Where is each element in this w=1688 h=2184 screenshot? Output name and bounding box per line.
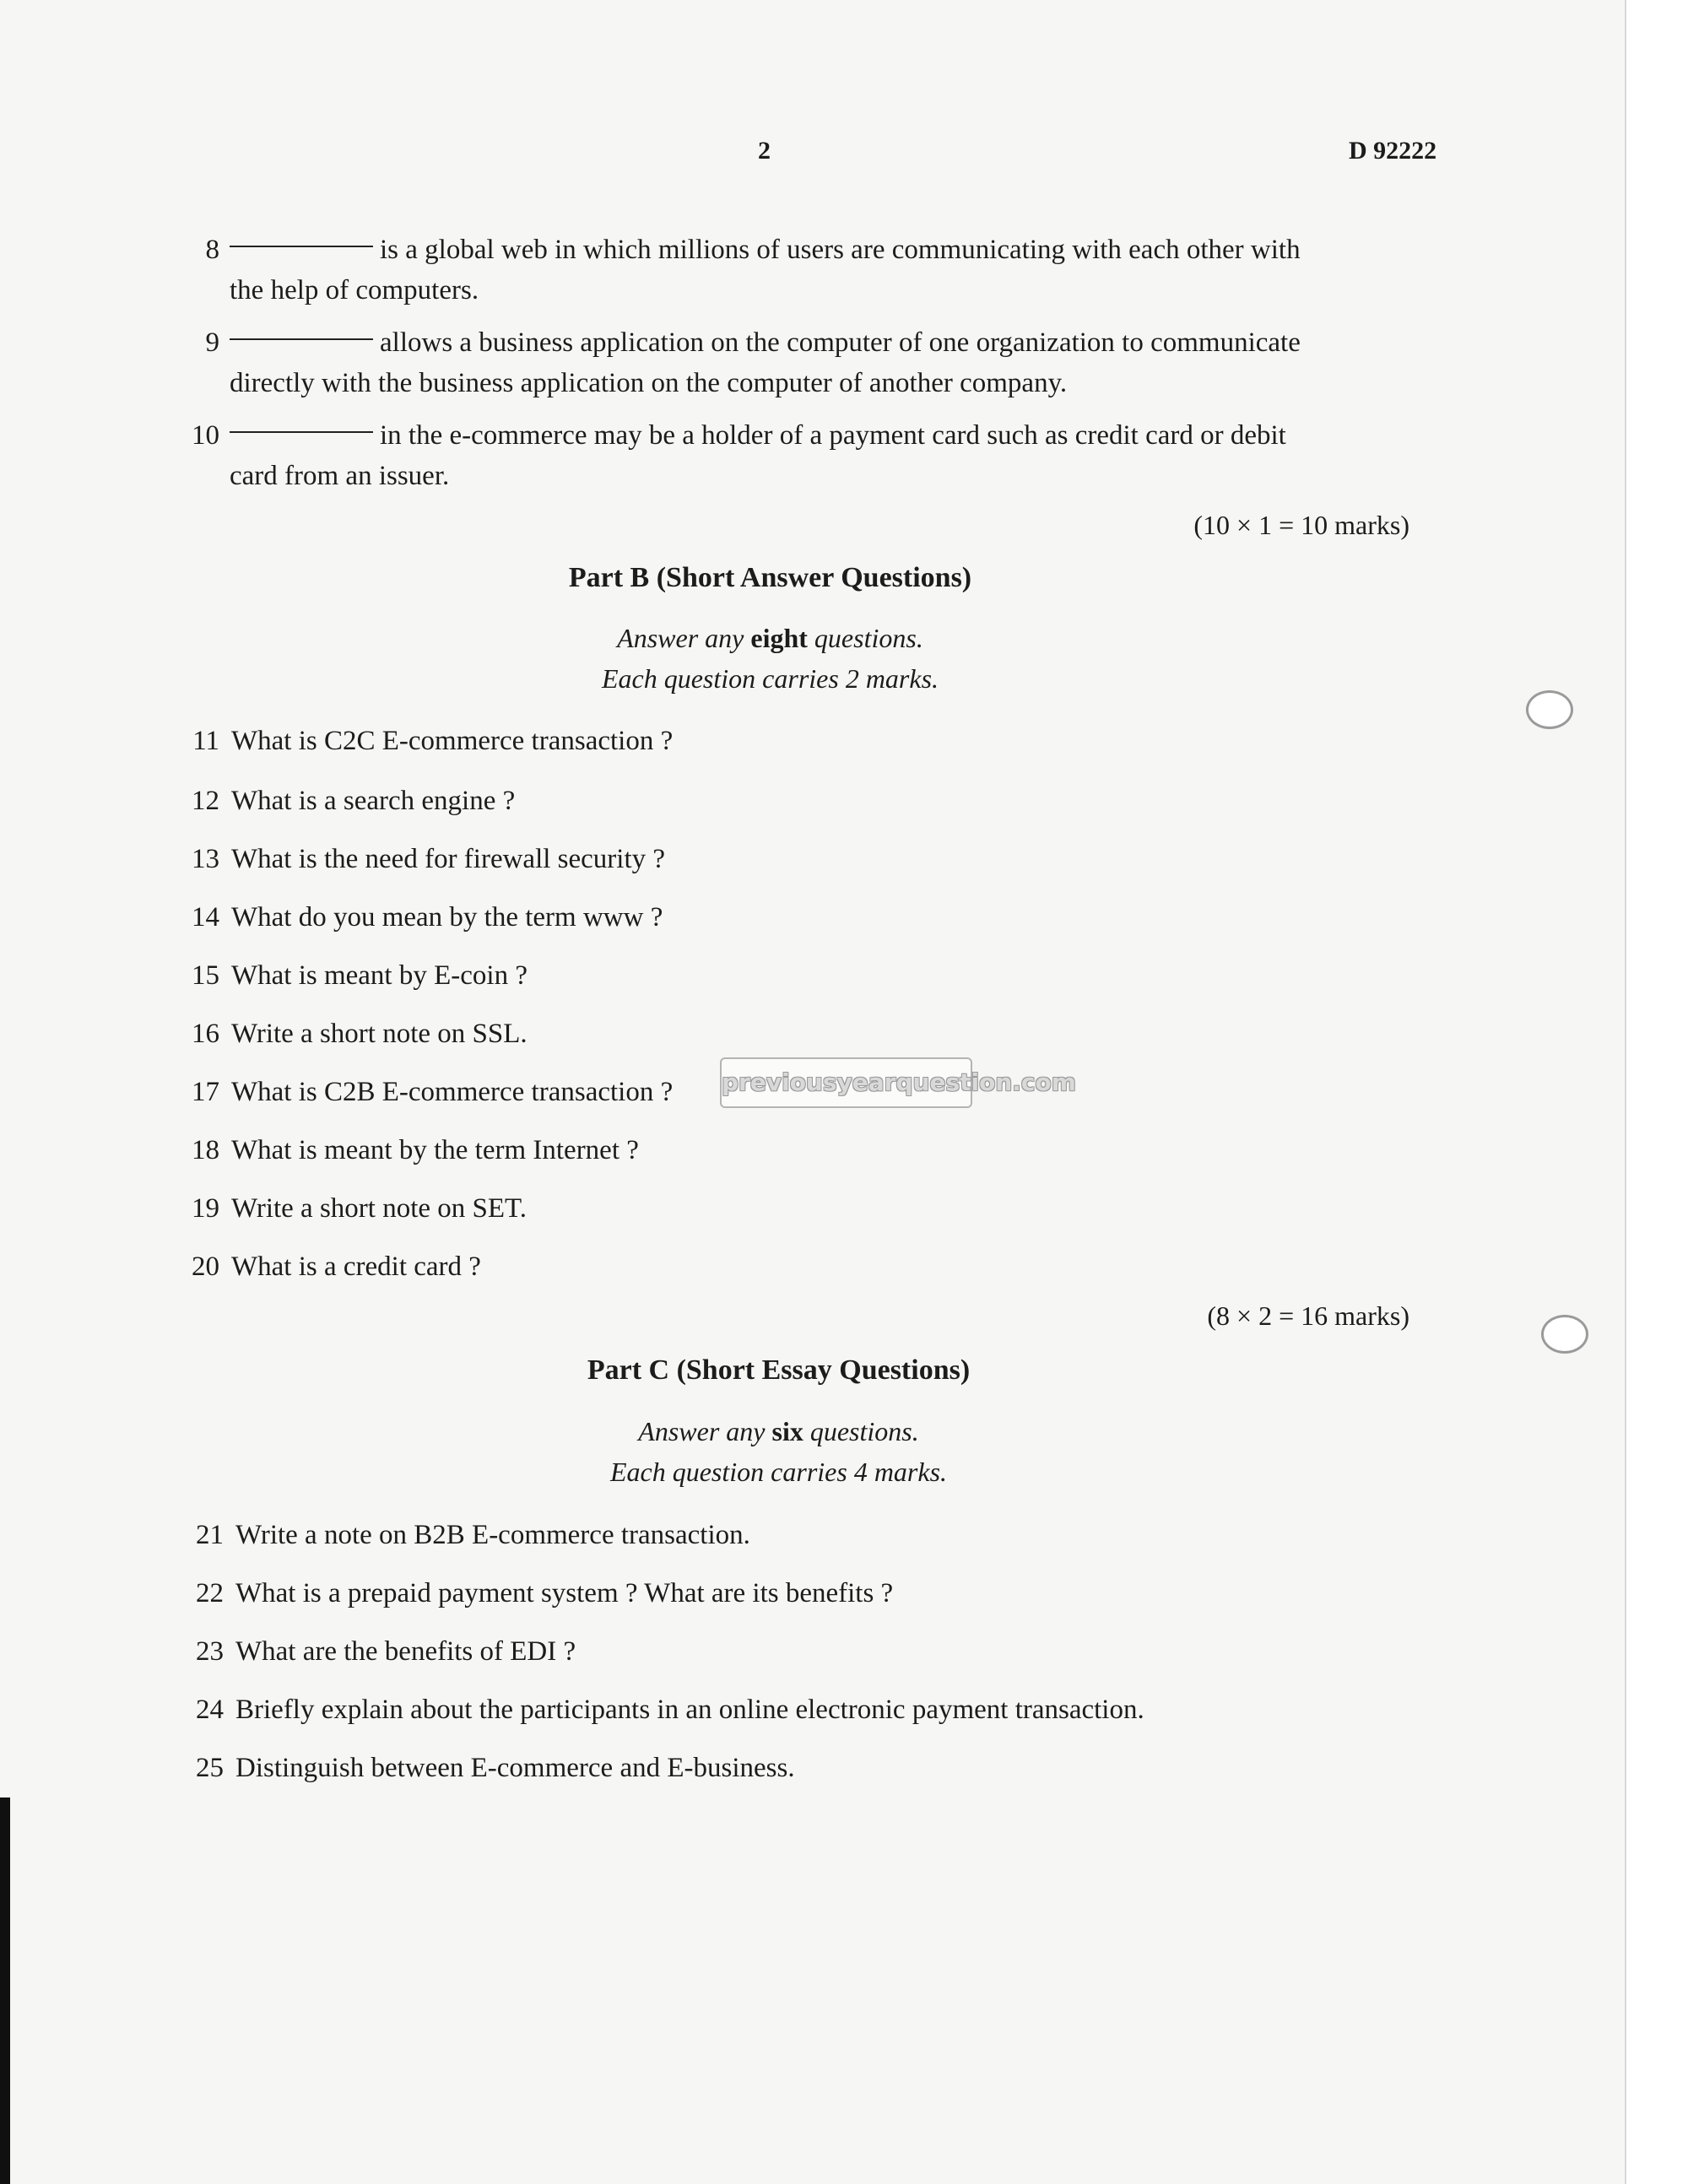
question-text-continued: the help of computers. — [230, 275, 479, 305]
question-15: 15 What is meant by E-coin ? — [192, 960, 528, 991]
question-21: 21 Write a note on B2B E-commerce transaction. — [196, 1520, 750, 1550]
question-24: 24 Briefly explain about the participants in an online electronic payment transaction. — [196, 1695, 1144, 1725]
paper-code: D 92222 — [1349, 137, 1437, 165]
question-text-continued: directly with the business application on the computer of another company. — [230, 368, 1068, 398]
question-text: in the e-commerce may be a holder of a payment card such as credit card or debit — [380, 420, 1286, 451]
question-20: 20 What is a credit card ? — [192, 1251, 481, 1282]
question-11: 11 What is C2C E-commerce transaction ? — [192, 726, 674, 756]
answer-blank — [230, 431, 373, 433]
question-text: is a global web in which millions of users are communicating with each other with — [380, 235, 1301, 265]
page-edge — [1625, 0, 1688, 2184]
punch-hole-icon — [1541, 1315, 1588, 1354]
part-b-title: Part B (Short Answer Questions) — [568, 562, 972, 593]
question-number: 10 — [192, 420, 219, 451]
question-text-continued: card from an issuer. — [230, 461, 450, 491]
question-25: 25 Distinguish between E-commerce and E-business. — [196, 1753, 795, 1783]
part-b-marks: (8 × 2 = 16 marks) — [1207, 1300, 1409, 1331]
answer-blank — [230, 338, 373, 340]
punch-hole-icon — [1526, 690, 1573, 729]
part-c-marks-instruction: Each question carries 4 marks. — [609, 1457, 948, 1487]
part-a-marks: (10 × 1 = 10 marks) — [1193, 510, 1409, 540]
part-c-title: Part C (Short Essay Questions) — [587, 1354, 971, 1386]
question-19: 19 Write a short note on SET. — [192, 1193, 527, 1224]
question-10 — [169, 415, 1477, 500]
question-9 — [169, 322, 1477, 407]
question-17: 17 What is C2B E-commerce transaction ? — [192, 1077, 674, 1107]
question-16: 16 Write a short note on SSL. — [192, 1019, 528, 1049]
scan-edge-shadow — [0, 1797, 10, 2184]
part-b-instruction: Answer any eight questions. — [617, 623, 923, 653]
answer-blank — [230, 246, 373, 247]
question-22: 22 What is a prepaid payment system ? What are its benefits ? — [196, 1578, 894, 1608]
part-b-marks-instruction: Each question carries 2 marks. — [601, 663, 939, 694]
watermark-logo: previousyearquestion.com — [720, 1057, 972, 1108]
page-number: 2 — [758, 137, 771, 165]
part-c-instruction: Answer any six questions. — [638, 1416, 919, 1446]
question-number: 8 — [205, 235, 219, 265]
question-12: 12 What is a search engine ? — [192, 786, 516, 816]
question-text: allows a business application on the computer of one organization to communicate — [380, 327, 1301, 358]
question-18: 18 What is meant by the term Internet ? — [192, 1135, 639, 1165]
question-13: 13 What is the need for firewall security ? — [192, 844, 666, 874]
question-8 — [169, 230, 1477, 314]
question-number: 9 — [205, 327, 219, 358]
question-14: 14 What do you mean by the term www ? — [192, 902, 663, 933]
question-23: 23 What are the benefits of EDI ? — [196, 1636, 576, 1667]
